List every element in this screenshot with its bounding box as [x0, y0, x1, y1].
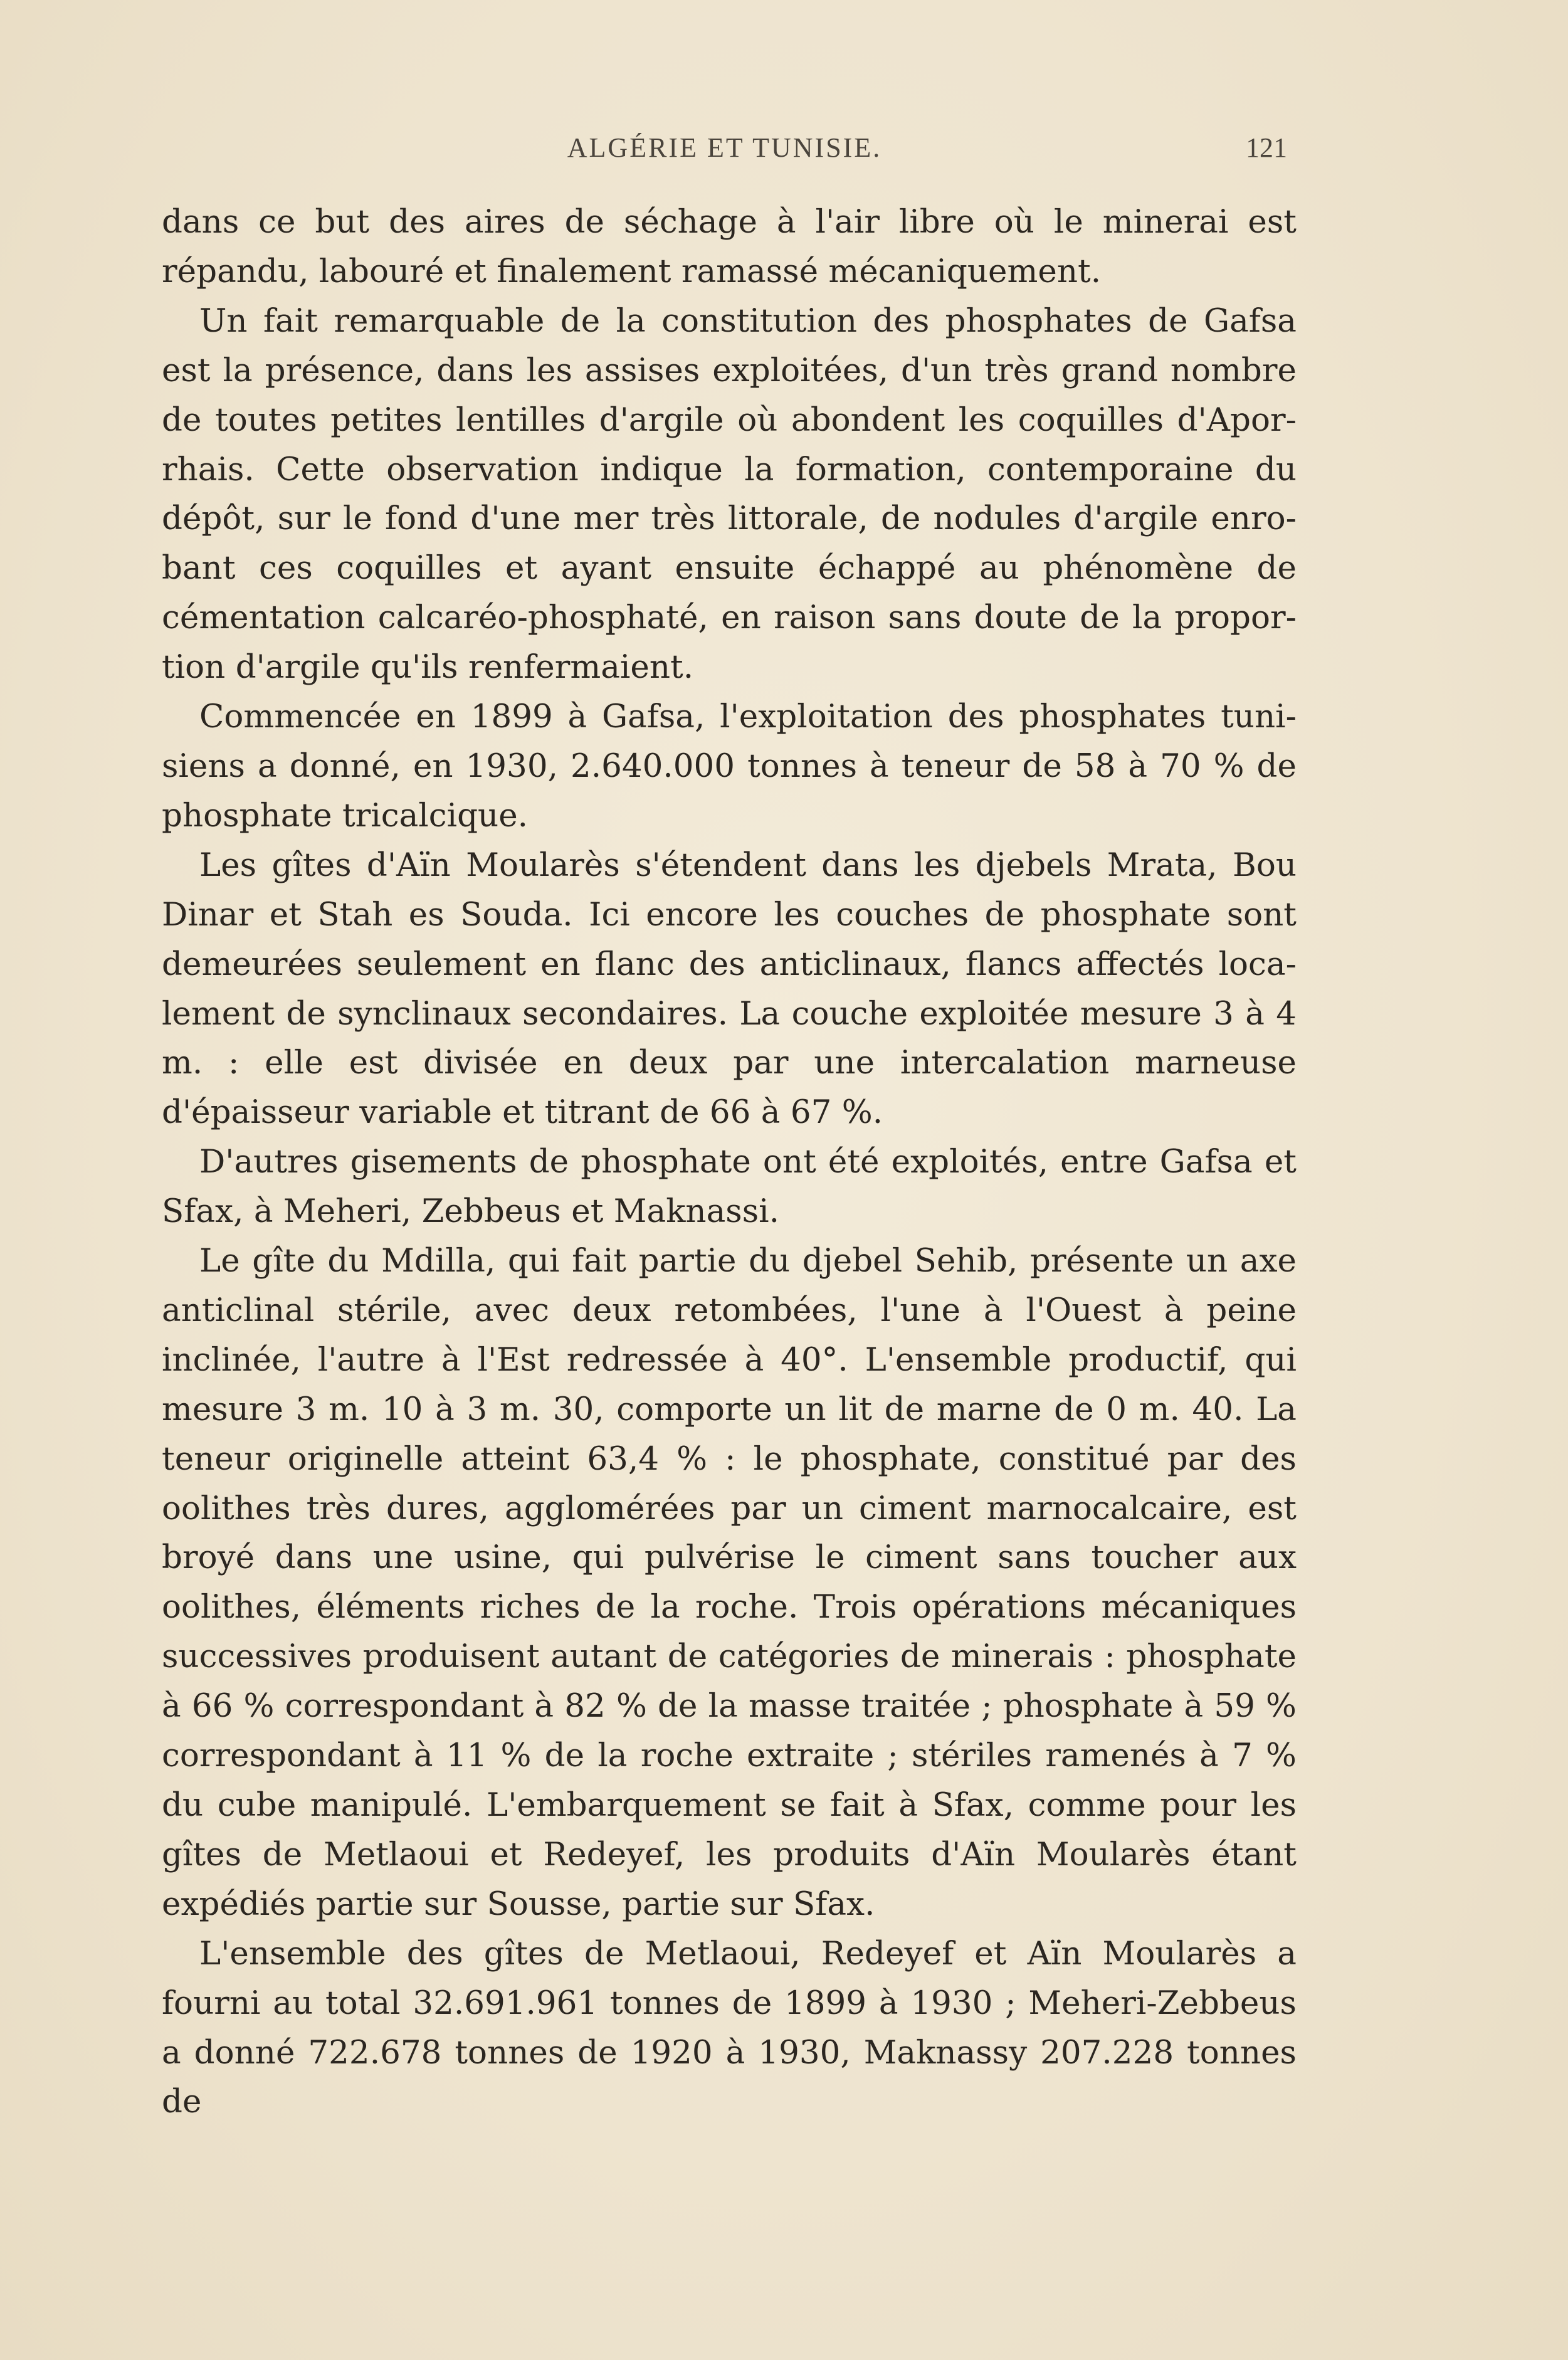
paragraph-4: Les gîtes d'Aïn Moularès s'étendent dans les djebels Mrata, Bou Dinar et Stah es Souda. Ici encore les couches de phosphate sont demeurées seulement en flanc des anticlinaux, flancs affectés loca-lement de synclinaux secondaires. La couche exploitée mesure 3 à 4 m. : elle est divisée en deux par une intercalation marneuse d'épaisseur variable et titrant de 66 à 67 %.	[162, 846, 1297, 1132]
paragraph-3: Commencée en 1899 à Gafsa, l'exploitation des phosphates tuni-siens a donné, en 1930, 2.640.000 tonnes à teneur de 58 à 70 % de phosphate tricalcique.	[162, 698, 1297, 835]
paragraph-6: Le gîte du Mdilla, qui fait partie du djebel Sehib, présente un axe anticlinal stérile, avec deux retombées, l'une à l'Ouest à peine inclinée, l'autre à l'Est redressée à 40°. L'ensemble productif, qui mesure 3 m. 10 à 3 m. 30, comporte un lit de marne de 0 m. 40. La teneur originelle atteint 63,4 % : le phosphate, constitué par des oolithes très dures, agglomérées par un ciment marnocalcaire, est broyé dans une usine, qui pulvérise le ciment sans toucher aux oolithes, éléments riches de la roche. Trois opérations mécaniques successives produisent autant de catégories de minerais : phosphate à 66 % correspondant à 82 % de la masse traitée ; phosphate à 59 % correspondant à 11 % de la roche extraite ; stériles ramenés à 7 % du cube manipulé. L'embarquement se fait à Sfax, comme pour les gîtes de Metlaoui et Redeyef, les produits d'Aïn Moularès étant expédiés partie sur Sousse, partie sur Sfax.	[162, 1242, 1297, 1923]
page-number: 121	[1246, 132, 1287, 163]
body-text	[162, 198, 1297, 2127]
running-head	[162, 132, 1287, 169]
paragraph-2: Un fait remarquable de la constitution des phosphates de Gafsa est la présence, dans les assises exploitées, d'un très grand nombre de toutes petites lentilles d'argile où abondent les coquilles d'Apor-rhais. Cette observation indique la formation, contemporaine du dépôt, sur le fond d'une mer très littorale, de nodules d'argile enro-bant ces coquilles et ayant ensuite échappé au phénomène de cémentation calcaréo-phosphaté, en raison sans doute de la propor-tion d'argile qu'ils renfermaient.	[162, 302, 1297, 687]
running-title: ALGÉRIE ET TUNISIE.	[567, 132, 882, 163]
paragraph-5: D'autres gisements de phosphate ont été exploités, entre Gafsa et Sfax, à Meheri, Zebbeus et Maknassi.	[162, 1143, 1297, 1231]
paragraph-1: dans ce but des aires de séchage à l'air libre où le minerai est répandu, labouré et finalement ramassé mécaniquement.	[162, 203, 1297, 290]
paragraph-7: L'ensemble des gîtes de Metlaoui, Redeyef et Aïn Moularès a fourni au total 32.691.961 tonnes de 1899 à 1930 ; Meheri-Zebbeus a donné 722.678 tonnes de 1920 à 1930, Maknassy 207.228 tonnes de	[162, 1934, 1297, 2121]
